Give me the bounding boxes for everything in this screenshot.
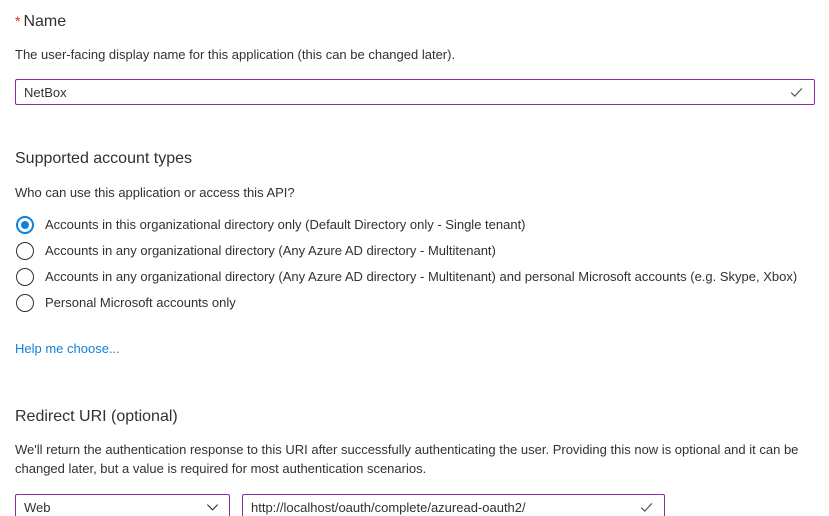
radio-button-icon[interactable] <box>16 268 34 286</box>
radio-option-label: Accounts in any organizational directory (Any Azure AD directory - Multitenant) <box>45 243 496 258</box>
help-me-choose-link[interactable]: Help me choose... <box>15 341 120 356</box>
radio-option-personal-only[interactable] <box>15 290 815 316</box>
radio-option-multitenant[interactable] <box>15 238 815 264</box>
name-label: Name <box>23 13 67 30</box>
radio-button-icon[interactable] <box>16 216 34 234</box>
radio-button-icon[interactable] <box>16 242 34 260</box>
name-description: The user-facing display name for this application (this can be changed later). <box>15 47 456 62</box>
radio-option-label: Accounts in any organizational directory (Any Azure AD directory - Multitenant) and personal Microsoft accounts (e.g. Skype, Xbox) <box>45 269 798 284</box>
redirect-uri-input-container <box>242 494 665 516</box>
chevron-down-icon <box>205 500 220 515</box>
redirect-uri-title: Redirect URI (optional) <box>15 408 178 425</box>
name-section-title <box>15 11 815 32</box>
redirect-uri-description: We'll return the authentication response to this URI after successfully authenticating the user. Providing this now is optional and it can be changed later, but a value is required for most authentication scenarios. <box>15 442 799 476</box>
required-asterisk: * <box>15 13 21 29</box>
radio-option-multitenant-personal[interactable] <box>15 264 815 290</box>
platform-select[interactable] <box>15 494 230 516</box>
redirect-uri-input[interactable] <box>242 494 665 516</box>
redirect-uri-row <box>15 494 815 516</box>
account-types-question: Who can use this application or access this API? <box>15 185 295 200</box>
radio-option-label: Personal Microsoft accounts only <box>45 295 236 310</box>
radio-button-icon[interactable] <box>16 294 34 312</box>
radio-option-single-tenant[interactable] <box>15 212 815 238</box>
account-types-radio-group <box>15 212 815 316</box>
name-input-container <box>15 79 815 105</box>
account-types-title: Supported account types <box>15 150 193 167</box>
name-input[interactable] <box>15 79 815 105</box>
platform-select-value: Web <box>24 499 51 515</box>
radio-option-label: Accounts in this organizational directory only (Default Directory only - Single tenant) <box>45 217 526 232</box>
